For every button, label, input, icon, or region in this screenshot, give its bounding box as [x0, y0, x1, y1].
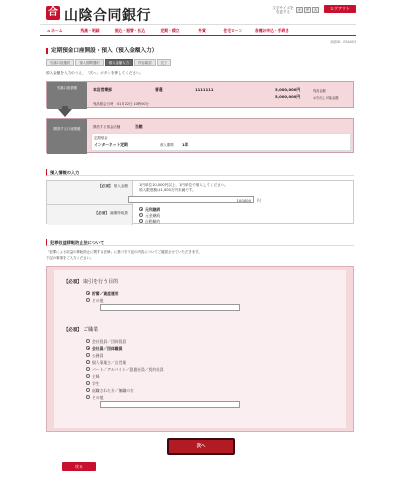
nav-balance[interactable]: 残高・明細	[80, 27, 100, 33]
amount-section-title: 預入情報の入力	[46, 169, 354, 176]
new-account-detail	[91, 133, 351, 151]
step-indicator	[46, 59, 172, 66]
maturity-radio-1[interactable]	[139, 207, 143, 211]
job-option-5: パート／アルバイト／派遣社員／契約社員	[92, 366, 164, 372]
purpose-option-1: 貯蓄／資産運用	[92, 290, 119, 296]
font-size-small-button[interactable]: 小	[297, 8, 302, 12]
maturity-option-1: 元利継続	[145, 206, 161, 212]
source-account-tag: 引落口座情報	[47, 82, 87, 109]
source-available-note: お引出し可能金額	[313, 95, 339, 100]
step-4: 内容確認	[134, 59, 156, 66]
source-balance: 5,000,000円	[275, 87, 301, 92]
job-option-1: 会社役員／団体役員	[92, 338, 127, 344]
maturity-option-3: 自動解約	[145, 218, 161, 224]
job-radio-8[interactable]	[86, 388, 90, 392]
font-size-medium-button[interactable]: 中	[305, 8, 310, 12]
source-balance-note: 残高金額	[313, 88, 326, 93]
nav-applications[interactable]: 各種お申込・手続き	[254, 27, 290, 33]
main-nav	[40, 24, 356, 36]
amount-input[interactable]: 100000	[128, 196, 254, 203]
amount-label: 預入金額	[113, 184, 128, 188]
q2-title	[64, 326, 98, 333]
deposit-type-label: 定期預金	[94, 136, 108, 140]
nav-deposit[interactable]: 定期・積立	[160, 27, 180, 33]
source-branch: 本店営業部	[93, 87, 112, 92]
bank-logo-icon: 合	[48, 7, 58, 18]
logout-button[interactable]: ログアウト	[324, 5, 356, 13]
job-option-4: 個人事業主／自営業	[92, 359, 127, 365]
job-option-7: 学生	[92, 380, 100, 386]
down-arrow-icon	[58, 109, 72, 117]
amount-limit-note: 預入限度額は1,000万円未満です。	[139, 188, 196, 192]
q2-title-text: ご職業	[83, 327, 99, 333]
nav-transfer[interactable]: 振込・振替・払込	[114, 27, 146, 33]
font-size-large-button[interactable]: 大	[313, 8, 318, 12]
opening-branch-label: 開設する預金店舗	[93, 125, 121, 129]
back-button[interactable]: 戻る	[62, 462, 96, 471]
source-account-panel	[46, 81, 354, 108]
font-size-label: 文字サイズを 変更する	[272, 6, 294, 15]
q1-title	[64, 278, 118, 285]
required-mark: 【必須】	[94, 211, 109, 215]
required-mark: 【必須】	[98, 184, 113, 188]
purpose-note: 「犯罪による収益の移転防止に関する法律」に基づき下記の内容についてご確認させていただきます。	[46, 250, 202, 254]
source-available: 5,000,000円	[275, 94, 301, 99]
step-3-current: 預入金額入力	[105, 59, 133, 66]
q1-title-text: 取引を行う目的	[83, 279, 119, 285]
maturity-radio-2[interactable]	[139, 213, 143, 217]
deposit-product: インターネット定期	[94, 142, 128, 147]
job-radio-3[interactable]	[86, 353, 90, 357]
opening-branch: 当館	[135, 124, 143, 129]
step-2: 預入期間選択	[75, 59, 103, 66]
page-title: 定期預金口座開設・預入（預入金額入力）	[46, 48, 157, 54]
source-type: 普通	[155, 87, 163, 92]
job-radio-4[interactable]	[86, 360, 90, 364]
maturity-option-2: 元金継続	[145, 212, 161, 218]
purpose-radio-1[interactable]	[86, 291, 90, 295]
screen-id: 画面ID：RSA003	[330, 40, 356, 44]
nav-mortgage[interactable]: 住宅ローン	[223, 27, 243, 33]
required-mark: 【必須】	[64, 280, 82, 285]
job-option-9: その他	[92, 394, 104, 400]
purpose-other-input[interactable]	[100, 304, 240, 311]
step-5: 完了	[157, 59, 172, 66]
period-label: 預入期間	[160, 143, 174, 147]
nav-foreign[interactable]: 外貨	[198, 27, 206, 33]
amount-row-label	[47, 181, 133, 205]
job-radio-5[interactable]	[86, 367, 90, 371]
intro-text: 預入金額を入力のうえ、「次へ」ボタンを押してください。	[46, 71, 144, 75]
purpose-section-title: 犯罪収益移転防止法について	[46, 239, 354, 246]
job-radio-6[interactable]	[86, 374, 90, 378]
header	[0, 0, 400, 26]
new-account-panel	[46, 118, 354, 153]
purpose-inner-panel	[54, 270, 346, 428]
job-radio-2[interactable]	[86, 346, 90, 350]
job-other-input[interactable]	[100, 401, 240, 408]
job-option-2: 会社員／団体職員	[92, 345, 123, 351]
job-option-6: 主婦	[92, 373, 100, 379]
nav-home[interactable]	[40, 25, 70, 37]
period-value: 1年	[182, 142, 189, 147]
purpose-radio-2[interactable]	[86, 298, 90, 302]
purpose-note-2: 下記の事項をご入力ください。	[46, 256, 94, 260]
required-mark: 【必須】	[64, 328, 82, 333]
step-1: 引落口座選択	[46, 59, 74, 66]
amount-note: 1円単位10,000円以上、1円単位で預入してください。	[139, 183, 229, 187]
next-button[interactable]: 次へ	[167, 438, 235, 455]
source-date-value: 01月22日 10時00分	[117, 102, 149, 106]
home-icon: ⌂	[47, 27, 51, 33]
bank-name: 山陰合同銀行	[64, 8, 151, 24]
job-option-8: 退職された方／無職の方	[92, 387, 134, 393]
source-date-label: 残高照会日時	[93, 102, 114, 106]
job-option-3: 公務員	[92, 352, 104, 358]
job-radio-7[interactable]	[86, 381, 90, 385]
amount-unit: 円	[257, 198, 261, 203]
new-account-tag: 開設する口座情報	[47, 119, 87, 154]
maturity-label: 満期時取扱	[110, 211, 128, 215]
purpose-option-2: その他	[92, 297, 104, 303]
job-radio-1[interactable]	[86, 339, 90, 343]
source-account-number: 1111111	[195, 87, 214, 92]
maturity-row-label	[47, 205, 133, 225]
nav-label: ホーム	[51, 27, 63, 33]
maturity-radio-3[interactable]	[139, 219, 143, 223]
job-radio-9[interactable]	[86, 395, 90, 399]
